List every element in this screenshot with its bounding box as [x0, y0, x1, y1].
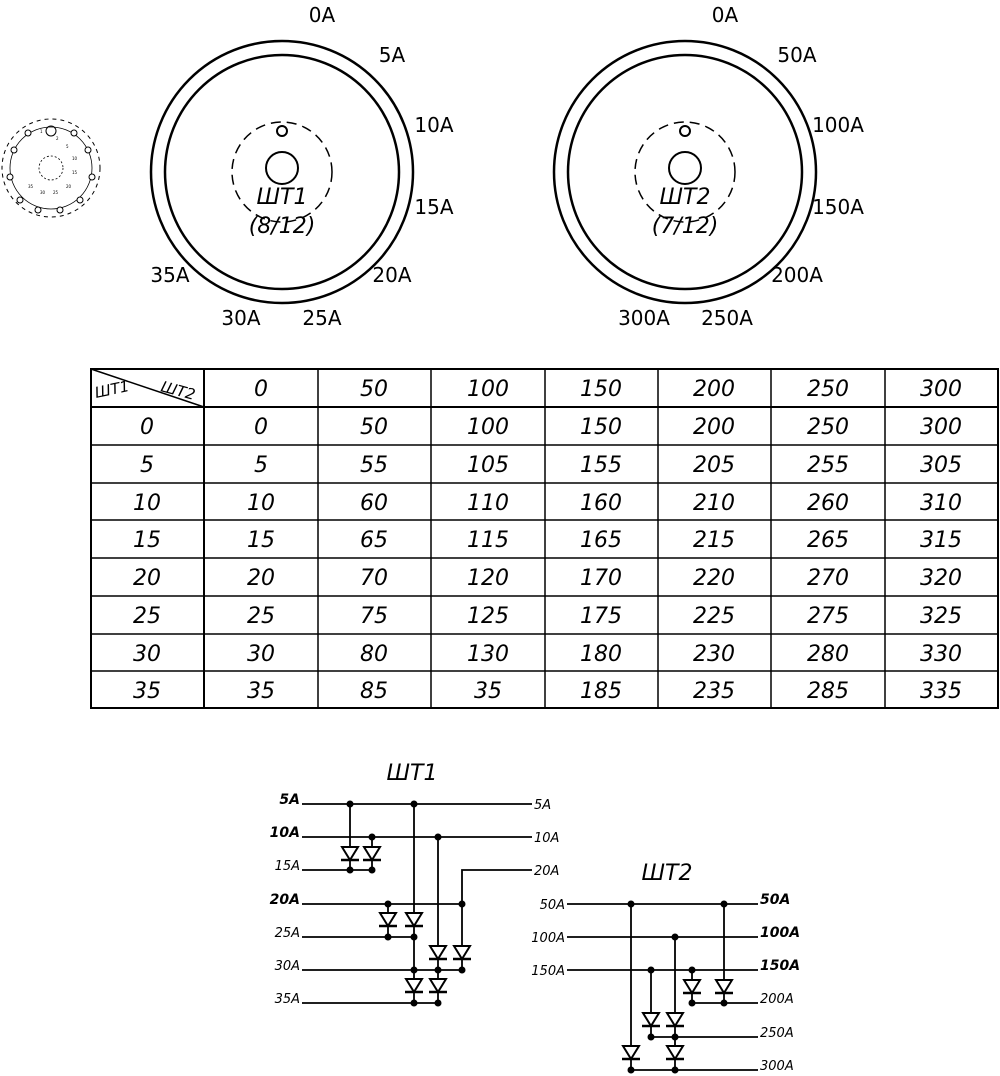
switch-shaft-hole — [669, 152, 701, 184]
thumbnail-label: 5 — [66, 144, 69, 149]
table-cell: 25 — [247, 604, 275, 629]
table-cell: 150 — [580, 415, 622, 440]
junction-dot — [689, 1000, 696, 1007]
table-cell: 85 — [360, 679, 388, 704]
diode-icon — [683, 980, 701, 993]
thumbnail-label: 15 — [72, 170, 78, 175]
table-cell: 50 — [360, 415, 388, 440]
junction-dot — [385, 934, 392, 941]
position-label: 20A — [372, 263, 412, 287]
junction-dot — [347, 801, 354, 808]
junction-dot — [411, 1000, 418, 1007]
table-cell: 175 — [580, 604, 622, 629]
junction-dot — [628, 901, 635, 908]
table-cell: 315 — [920, 528, 962, 553]
table-col-header: 100 — [467, 377, 509, 402]
output-label: 20A — [534, 864, 560, 879]
table-cell: 125 — [467, 604, 509, 629]
junction-dot — [369, 867, 376, 874]
table-row-header: 15 — [133, 528, 161, 553]
position-label: 50A — [777, 43, 817, 67]
input-label: 100A — [531, 931, 565, 946]
switch-sht2 — [554, 3, 864, 330]
input-label: 25A — [274, 926, 300, 941]
position-label: 150A — [812, 195, 864, 219]
input-label: 5A — [279, 792, 300, 808]
table-cell: 210 — [693, 491, 735, 516]
thumbnail-hole — [77, 197, 83, 203]
thumbnail-hole — [25, 130, 31, 136]
table-col-header: 250 — [807, 377, 849, 402]
table-row-header: 30 — [133, 642, 161, 667]
position-label: 10A — [414, 113, 454, 137]
junction-dot — [648, 1034, 655, 1041]
diode-icon — [363, 847, 381, 860]
table-col-header: 200 — [693, 377, 735, 402]
table-cell: 260 — [807, 491, 849, 516]
diode-icon — [715, 980, 733, 993]
schematic-sht2 — [567, 904, 758, 1070]
thumbnail-label: 25 — [53, 190, 59, 195]
schematic-sht1 — [302, 804, 532, 1003]
input-label: 30A — [274, 959, 300, 974]
table-cell: 155 — [580, 453, 622, 478]
junction-dot — [435, 1000, 442, 1007]
table-cell: 235 — [693, 679, 735, 704]
table-cell: 255 — [807, 453, 849, 478]
current-table — [91, 369, 998, 708]
position-label: 5A — [378, 43, 406, 67]
thumbnail-label: 1 — [40, 129, 43, 134]
thumbnail-hole — [57, 207, 63, 213]
table-cell: 185 — [580, 679, 622, 704]
junction-dot — [347, 867, 354, 874]
switch-title: ШТ1 — [256, 185, 308, 210]
table-cell: 0 — [254, 415, 268, 440]
junction-dot — [411, 967, 418, 974]
table-cell: 285 — [807, 679, 849, 704]
junction-dot — [689, 967, 696, 974]
junction-dot — [385, 901, 392, 908]
table-col-header: 0 — [254, 377, 268, 402]
table-cell: 35 — [474, 679, 502, 704]
table-cell: 170 — [580, 566, 622, 591]
position-label: 250A — [701, 306, 753, 330]
switch-sht1 — [150, 3, 453, 330]
table-row-header: 25 — [133, 604, 161, 629]
diode-icon — [642, 1013, 660, 1026]
table-row-header: 10 — [133, 491, 161, 516]
switch-pin-hole — [277, 126, 287, 136]
table-cell: 305 — [920, 453, 962, 478]
diode-icon — [666, 1046, 684, 1059]
table-cell: 300 — [920, 415, 962, 440]
input-label: 50A — [539, 898, 565, 913]
thumbnail-hole — [7, 174, 13, 180]
thumbnail-hole — [89, 174, 95, 180]
table-cell: 35 — [247, 679, 275, 704]
thumbnail-label: 30 — [40, 190, 46, 195]
thumbnail-hole — [71, 130, 77, 136]
table-cell: 225 — [693, 604, 735, 629]
switch-shaft-hole — [266, 152, 298, 184]
switch-pin-hole — [680, 126, 690, 136]
position-label: 0A — [711, 3, 739, 27]
schematic-title: ШТ1 — [386, 761, 438, 786]
diode-icon — [622, 1046, 640, 1059]
junction-dot — [435, 967, 442, 974]
diode-icon — [429, 979, 447, 992]
table-cell: 105 — [467, 453, 509, 478]
table-cell: 230 — [693, 642, 735, 667]
table-corner-col-label: ШТ2 — [158, 377, 198, 404]
switch-thumbnail — [2, 119, 100, 217]
position-label: 0A — [308, 3, 336, 27]
junction-dot — [369, 834, 376, 841]
junction-dot — [435, 834, 442, 841]
table-cell: 55 — [360, 453, 388, 478]
output-label: 5A — [534, 798, 552, 813]
table-corner-row-label: ШТ1 — [93, 377, 131, 402]
table-cell: 280 — [807, 642, 849, 667]
thumbnail-hole — [35, 207, 41, 213]
position-label: 35A — [150, 263, 190, 287]
thumbnail-hole — [85, 147, 91, 153]
switch-title: ШТ2 — [659, 185, 711, 210]
diode-icon — [341, 847, 359, 860]
table-cell: 325 — [920, 604, 962, 629]
table-cell: 310 — [920, 491, 962, 516]
position-label: 200A — [771, 263, 823, 287]
table-cell: 120 — [467, 566, 509, 591]
diode-icon — [666, 1013, 684, 1026]
table-cell: 275 — [807, 604, 849, 629]
table-cell: 75 — [360, 604, 388, 629]
table-cells — [133, 377, 962, 704]
diode-icon — [429, 946, 447, 959]
junction-dot — [459, 967, 466, 974]
table-col-header: 50 — [360, 377, 388, 402]
position-label: 15A — [414, 195, 454, 219]
table-cell: 100 — [467, 415, 509, 440]
diode-icon — [453, 946, 471, 959]
junction-dot — [672, 1067, 679, 1074]
junction-dot — [628, 1067, 635, 1074]
table-cell: 200 — [693, 415, 735, 440]
table-col-header: 150 — [580, 377, 622, 402]
position-label: 100A — [812, 113, 864, 137]
table-row-header: 20 — [133, 566, 161, 591]
thumbnail-label: 20 — [66, 184, 72, 189]
switch-ratio: (7/12) — [651, 214, 719, 239]
table-cell: 70 — [360, 566, 388, 591]
table-col-header: 300 — [920, 377, 962, 402]
schematic-sht2-parts — [531, 861, 800, 1074]
table-cell: 205 — [693, 453, 735, 478]
output-label: 250A — [760, 1026, 794, 1041]
table-cell: 250 — [807, 415, 849, 440]
junction-dot — [411, 934, 418, 941]
output-label: 50A — [760, 892, 791, 908]
table-cell: 270 — [807, 566, 849, 591]
table-cell: 20 — [247, 566, 275, 591]
junction-dot — [411, 801, 418, 808]
position-label: 300A — [618, 306, 670, 330]
table-cell: 60 — [360, 491, 388, 516]
thumbnail-outer-dashed-circle — [2, 119, 100, 217]
junction-dot — [721, 1000, 728, 1007]
table-cell: 5 — [254, 453, 268, 478]
diode-icon — [379, 913, 397, 926]
junction-dot — [721, 901, 728, 908]
table-cell: 10 — [247, 491, 275, 516]
junction-dot — [672, 934, 679, 941]
output-label: 200A — [760, 992, 794, 1007]
table-cell: 215 — [693, 528, 735, 553]
thumbnail-hole — [17, 197, 23, 203]
table-cell: 165 — [580, 528, 622, 553]
table-cell: 220 — [693, 566, 735, 591]
table-cell: 80 — [360, 642, 388, 667]
table-cell: 115 — [467, 528, 509, 553]
table-cell: 130 — [467, 642, 509, 667]
thumbnail-hole — [11, 147, 17, 153]
output-label: 300A — [760, 1059, 794, 1074]
table-cell: 265 — [807, 528, 849, 553]
input-label: 150A — [531, 964, 565, 979]
junction-dot — [648, 967, 655, 974]
output-label: 10A — [534, 831, 560, 846]
thumbnail-pin — [46, 126, 56, 136]
thumbnail-label: 10 — [72, 156, 78, 161]
table-cell: 320 — [920, 566, 962, 591]
table-cell: 110 — [467, 491, 509, 516]
table-cell: 15 — [247, 528, 275, 553]
table-cell: 65 — [360, 528, 388, 553]
schematic-title: ШТ2 — [641, 861, 693, 886]
table-cell: 330 — [920, 642, 962, 667]
diode-icon — [405, 979, 423, 992]
thumbnail-label: 2 — [56, 136, 59, 141]
input-label: 35A — [274, 992, 300, 1007]
input-label: 10A — [269, 825, 300, 841]
table-row-header: 5 — [140, 453, 154, 478]
switch-inner-ring — [165, 55, 399, 289]
junction-dot — [459, 901, 466, 908]
thumbnail-label: 35 — [28, 184, 34, 189]
output-label: 150A — [760, 958, 801, 974]
position-label: 25A — [302, 306, 342, 330]
table-cell: 335 — [920, 679, 962, 704]
table-row-header: 35 — [133, 679, 161, 704]
table-cell: 30 — [247, 642, 275, 667]
junction-dot — [672, 1034, 679, 1041]
thumbnail-inner-dashed — [39, 156, 63, 180]
table-cell: 160 — [580, 491, 622, 516]
wire — [462, 870, 532, 904]
output-label: 100A — [760, 925, 801, 941]
position-label: 30A — [221, 306, 261, 330]
diode-icon — [405, 913, 423, 926]
switch-inner-ring — [568, 55, 802, 289]
input-label: 15A — [274, 859, 300, 874]
table-row-header: 0 — [140, 415, 154, 440]
table-cell: 180 — [580, 642, 622, 667]
switch-ratio: (8/12) — [248, 214, 316, 239]
input-label: 20A — [269, 892, 300, 908]
